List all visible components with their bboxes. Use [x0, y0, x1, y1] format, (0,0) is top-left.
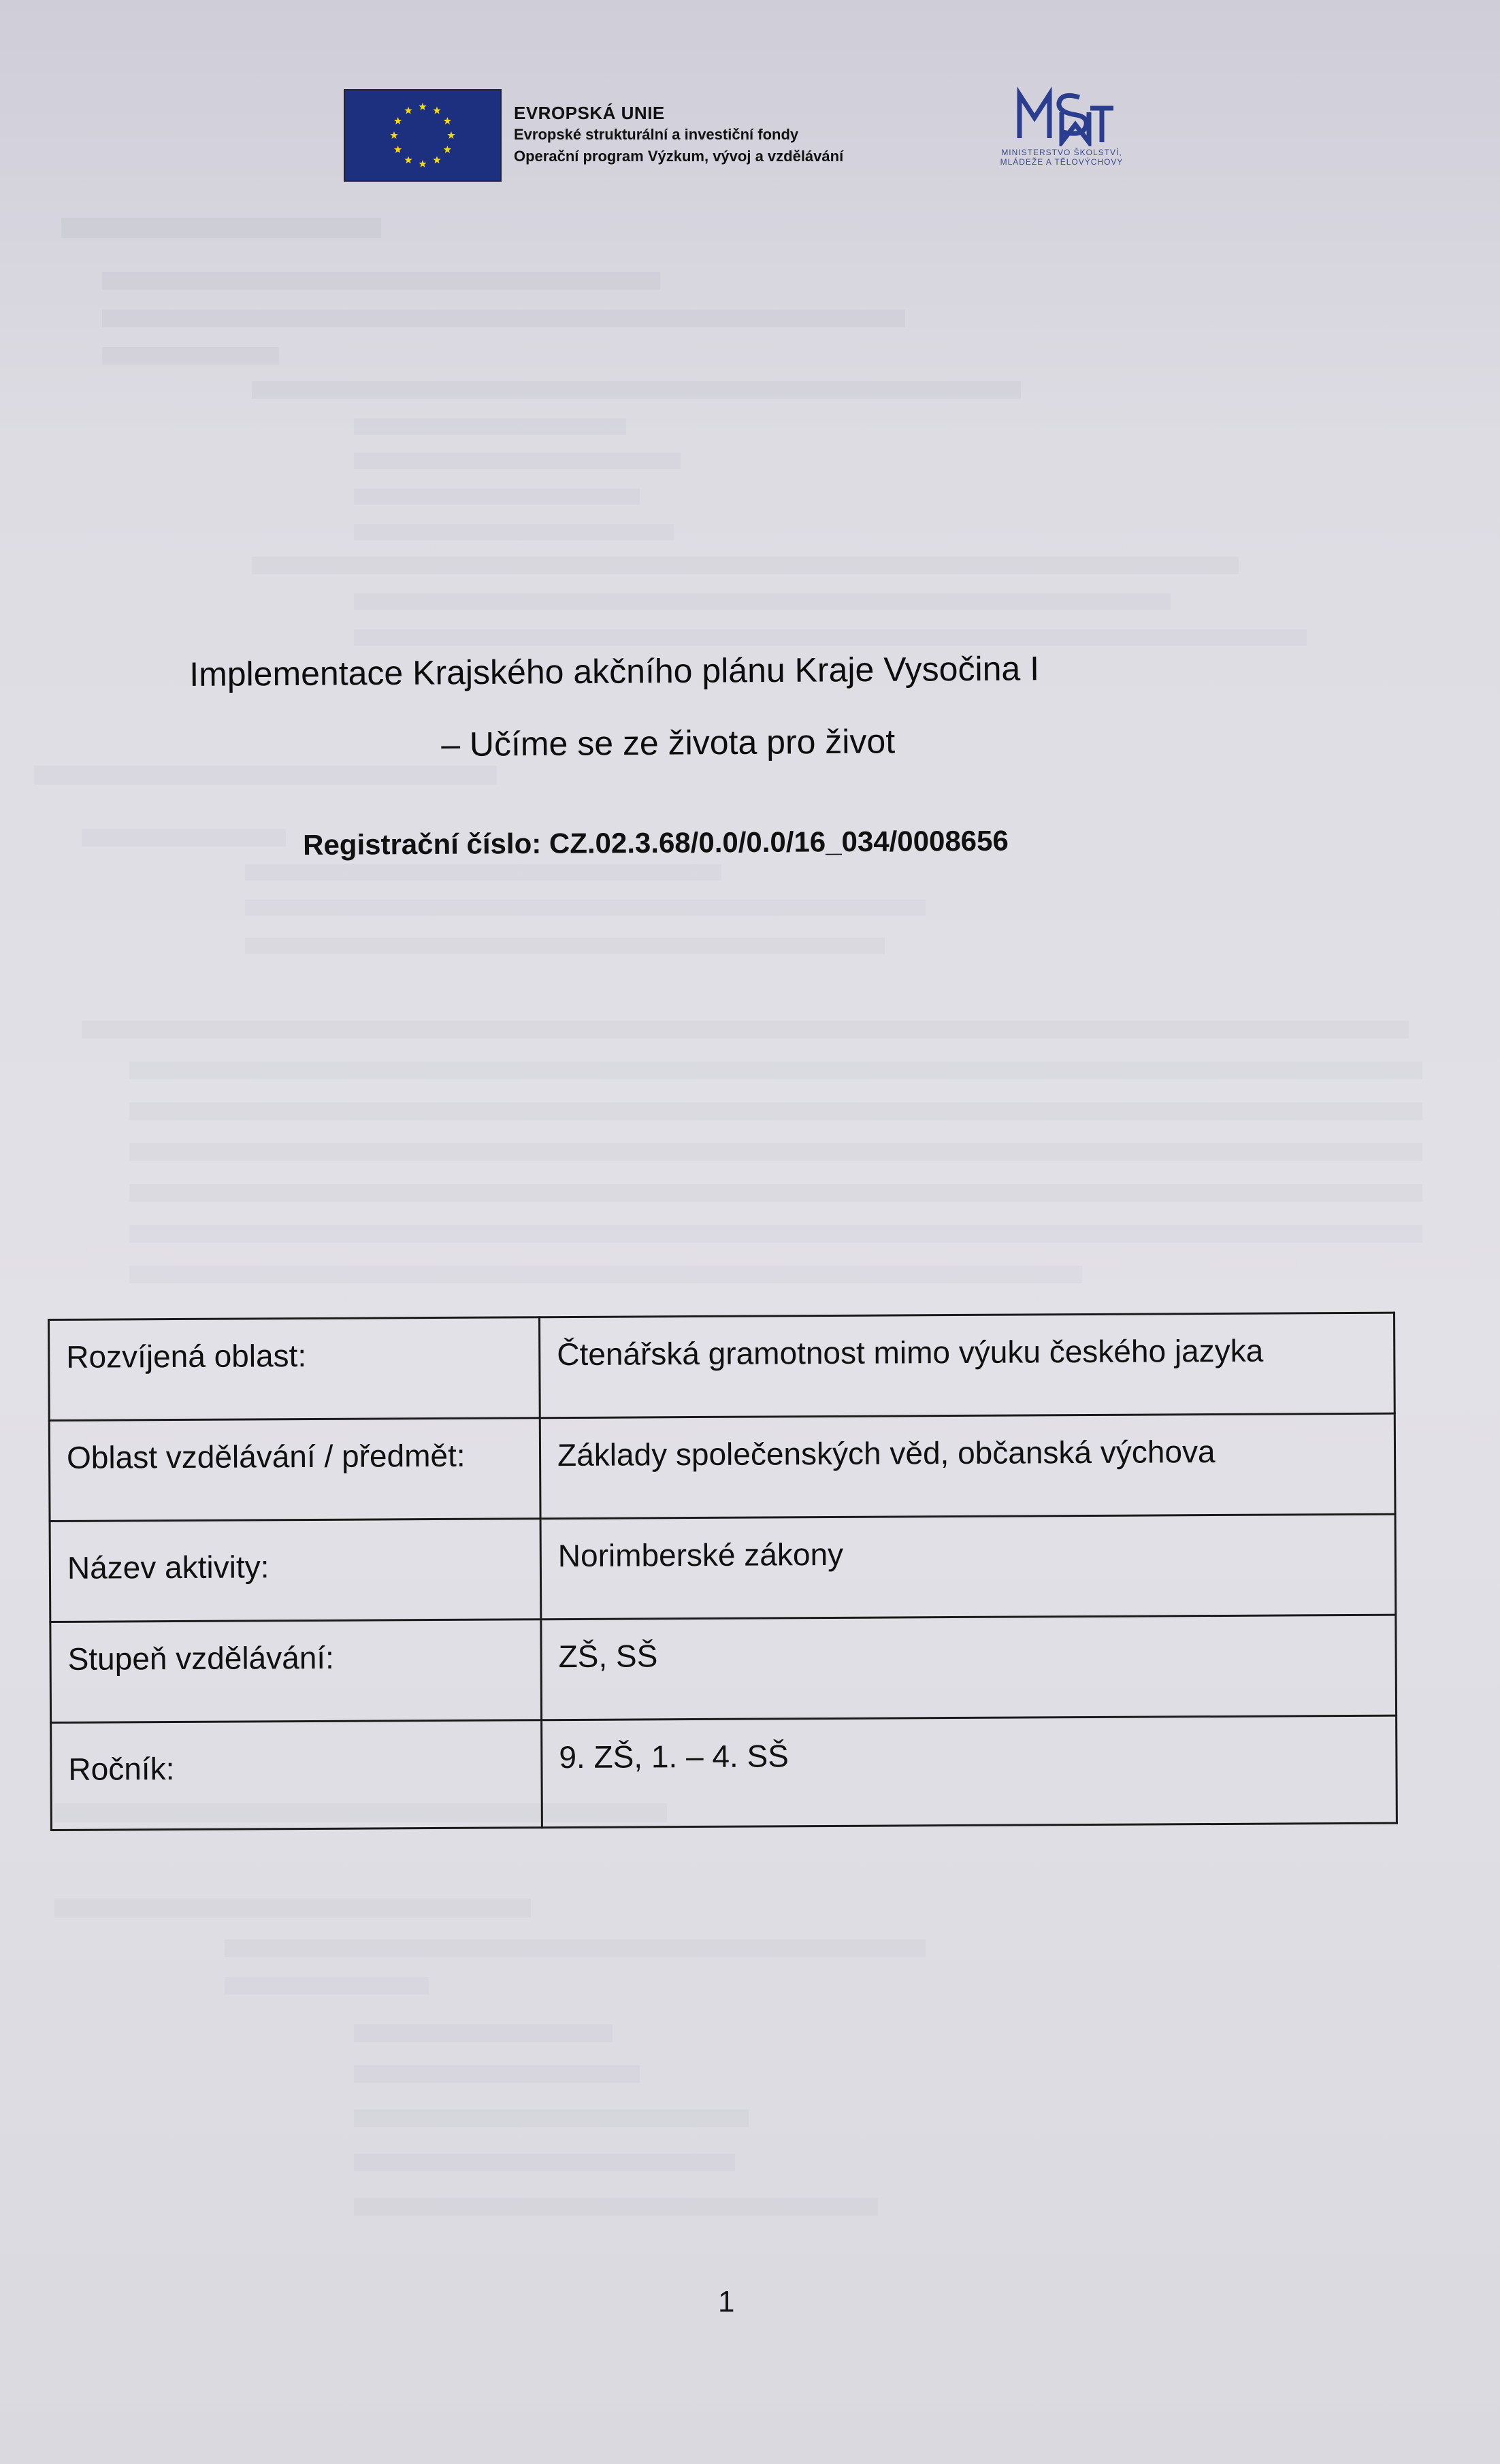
- table-key-cell: Ročník:: [51, 1720, 542, 1830]
- eu-line-1: EVROPSKÁ UNIE: [514, 103, 665, 123]
- table-key-cell: Rozvíjená oblast:: [49, 1317, 540, 1421]
- registration-label: Registrační číslo:: [303, 827, 542, 861]
- table-row: [50, 1615, 1397, 1722]
- eu-flag-logo: [344, 89, 502, 182]
- table-value-cell: ZŠ, SŠ: [541, 1615, 1397, 1720]
- msmt-mark-icon: [1014, 85, 1116, 146]
- table-value-cell: Čtenářská gramotnost mimo výuku českého jazyka: [539, 1313, 1395, 1418]
- msmt-logo: [960, 85, 1164, 180]
- eu-stars-icon: [345, 91, 500, 180]
- table-value-cell: Norimberské zákony: [540, 1514, 1396, 1620]
- table-key-cell: Oblast vzdělávání / předmět:: [49, 1418, 540, 1522]
- table-row: [49, 1313, 1395, 1420]
- eu-funding-text: [514, 102, 843, 167]
- table-row: [51, 1715, 1397, 1830]
- document-title-line-2: – Učíme se ze života pro život: [441, 722, 896, 763]
- msmt-text: [960, 148, 1164, 167]
- eu-line-3: Operační program Výzkum, vývoj a vzdělávání: [514, 148, 844, 165]
- table-key-cell: Stupeň vzdělávání:: [50, 1620, 542, 1723]
- registration-value: CZ.02.3.68/0.0/0.0/16_034/0008656: [549, 824, 1009, 859]
- document-title-line-1: Implementace Krajského akčního plánu Kraje Vysočina I: [189, 649, 1040, 693]
- eu-line-2: Evropské strukturální a investiční fondy: [514, 126, 799, 143]
- msmt-line-1: MINISTERSTVO ŠKOLSTVÍ,: [1001, 148, 1122, 157]
- table-key-cell: Název aktivity:: [50, 1519, 541, 1622]
- table-row: [50, 1514, 1396, 1622]
- registration-number: [303, 825, 1009, 861]
- table-value-cell: Základy společenských věd, občanská výchova: [540, 1413, 1395, 1519]
- page-number: 1: [718, 2285, 735, 2318]
- activity-info-table: [48, 1312, 1398, 1831]
- table-value-cell: 9. ZŠ, 1. – 4. SŠ: [542, 1715, 1397, 1828]
- msmt-line-2: MLÁDEŽE A TĚLOVÝCHOVY: [1000, 157, 1124, 167]
- table-row: [49, 1413, 1395, 1521]
